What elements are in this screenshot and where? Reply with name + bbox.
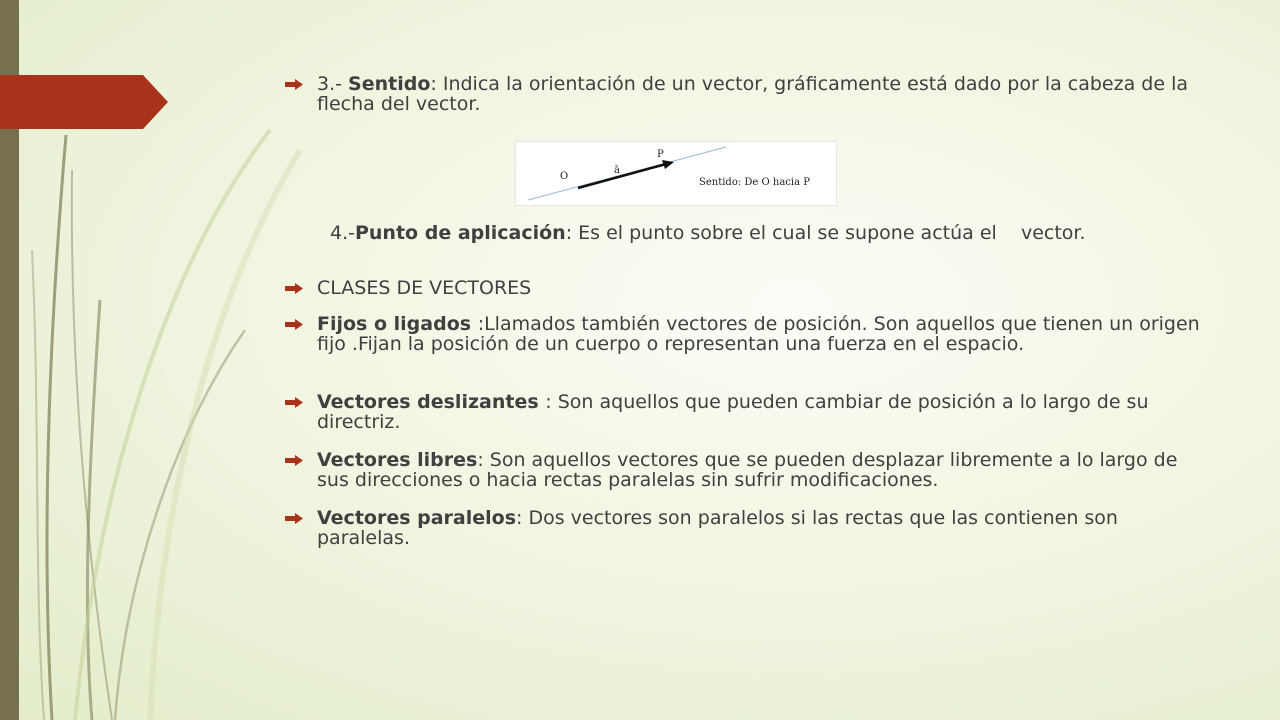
item-paralelos-text: Vectores paralelos: Dos vectores son paralelos si las rectas que las contienen son paralelas.: [317, 507, 1118, 549]
item-libres: [285, 450, 1215, 490]
item-fijos-text: Fijos o ligados :Llamados también vectores de posición. Son aquellos que tienen un origen fijo .Fijan la posición de un cuerpo o representan una fuerza en el espacio.: [317, 313, 1200, 355]
vector-diagram-svg: [516, 142, 836, 205]
item-sentido-text: 3.- Sentido: Indica la orientación de un vector, gráficamente está dado por la cabeza de la flecha del vector.: [317, 73, 1188, 115]
label-origin: O: [560, 171, 569, 182]
bullet-arrow-icon: [285, 278, 317, 298]
bullet-arrow-icon: [285, 508, 317, 548]
label-point: P: [657, 149, 664, 160]
bullet-arrow-icon: [285, 314, 317, 354]
label-vector: ā: [614, 165, 620, 176]
accent-tab: [0, 75, 170, 129]
item-fijos: [285, 314, 1215, 354]
vector-arrow-shaft: [578, 164, 666, 188]
diagram-caption: Sentido: De O hacia P: [699, 177, 810, 188]
item-deslizantes-text: Vectores deslizantes : Son aquellos que pueden cambiar de posición a lo largo de su directriz.: [317, 391, 1149, 433]
bullet-arrow-icon: [285, 392, 317, 432]
item-paralelos: [285, 508, 1215, 548]
vector-sense-diagram: [515, 141, 837, 206]
bullet-arrow-icon: [285, 450, 317, 490]
item-sentido: [285, 74, 1215, 114]
classes-heading-row: [285, 278, 1215, 298]
classes-heading: CLASES DE VECTORES: [317, 277, 532, 299]
item-libres-text: Vectores libres: Son aquellos vectores que se pueden desplazar libremente a lo largo de sus direcciones o hacia rectas paralelas sin sufrir modificaciones.: [317, 449, 1178, 491]
item-punto-aplicacion: 4.-Punto de aplicación: Es el punto sobre el cual se supone actúa el vector.: [330, 222, 1086, 244]
bullet-arrow-icon: [285, 74, 317, 114]
item-deslizantes: [285, 392, 1215, 432]
